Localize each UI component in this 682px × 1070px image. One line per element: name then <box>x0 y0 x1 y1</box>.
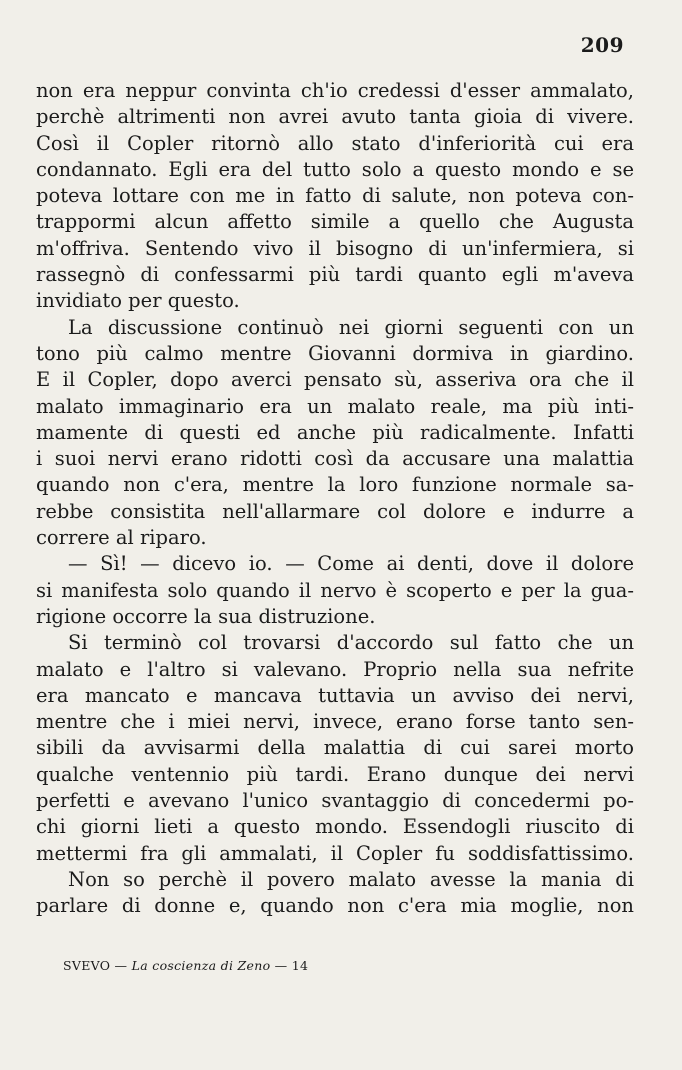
text-line: invidiato per questo. <box>36 289 240 313</box>
text-line: rassegnò di confessarmi più tardi quanto egli m'aveva <box>36 263 634 287</box>
text-line: chi giorni lieti a questo mondo. Essendogli riuscito di <box>36 815 634 839</box>
text-line: qualche ventennio più tardi. Erano dunque dei nervi <box>36 762 634 786</box>
text-line: E il Copler, dopo averci pensato sù, asseriva ora che il <box>36 368 634 392</box>
footer-book-title: La coscienza di Zeno <box>131 958 271 973</box>
text-line: sibili da avvisarmi della malattia di cui sarei morto <box>36 736 634 760</box>
text-line: non era neppur convinta ch'io credessi d'esser ammalato, <box>36 79 634 102</box>
text-line: Così il Copler ritornò allo stato d'inferiorità cui era <box>36 131 634 155</box>
signature-footer <box>63 958 308 973</box>
text-line: malato immaginario era un malato reale, ma più inti- <box>36 394 634 418</box>
text-line: parlare di donne e, quando non c'era mia moglie, non <box>36 894 634 918</box>
footer-author: SVEVO <box>63 958 111 973</box>
text-line: tono più calmo mentre Giovanni dormiva in giardino. <box>36 341 634 365</box>
text-line: si manifesta solo quando il nervo è scoperto e per la gua- <box>36 578 634 602</box>
text-line: perchè altrimenti non avrei avuto tanta gioia di vivere. <box>36 105 634 129</box>
text-line: La discussione continuò nei giorni seguenti con un <box>68 315 634 339</box>
footer-separator: — <box>270 958 292 973</box>
text-line: — Sì! — dicevo io. — Come ai denti, dove il dolore <box>68 552 634 576</box>
text-line: mettermi fra gli ammalati, il Copler fu soddisfattissimo. <box>36 841 634 865</box>
text-line: i suoi nervi erano ridotti così da accusare una malattia <box>36 447 634 471</box>
text-line: perfetti e avevano l'unico svantaggio di concedermi po- <box>36 789 634 813</box>
text-line: Si terminò col trovarsi d'accordo sul fatto che un <box>68 631 634 655</box>
text-line: mentre che i miei nervi, invece, erano forse tanto sen- <box>36 710 634 734</box>
text-line: condannato. Egli era del tutto solo a questo mondo e se <box>36 157 634 181</box>
text-line: era mancato e mancava tuttavia un avviso dei nervi, <box>36 683 634 707</box>
text-line: correre al riparo. <box>36 526 207 550</box>
footer-separator: — <box>110 958 132 973</box>
text-line: mamente di questi ed anche più radicalmente. Infatti <box>36 420 634 444</box>
body-text <box>36 78 634 920</box>
text-line: quando non c'era, mentre la loro funzione normale sa- <box>36 473 634 497</box>
text-line: trappormi alcun affetto simile a quello che Augusta <box>36 210 634 234</box>
text-line: malato e l'altro si valevano. Proprio nella sua nefrite <box>36 657 634 681</box>
text-line: Non so perchè il povero malato avesse la mania di <box>68 867 634 891</box>
page-number: 209 <box>580 33 624 57</box>
footer-signature-number: 14 <box>291 958 309 973</box>
text-line: rebbe consistita nell'allarmare col dolore e indurre a <box>36 499 634 523</box>
text-line: rigione occorre la sua distruzione. <box>36 604 376 628</box>
text-line: poteva lottare con me in fatto di salute, non poteva con- <box>36 184 634 208</box>
text-line: m'offriva. Sentendo vivo il bisogno di un'infermiera, si <box>36 236 634 260</box>
